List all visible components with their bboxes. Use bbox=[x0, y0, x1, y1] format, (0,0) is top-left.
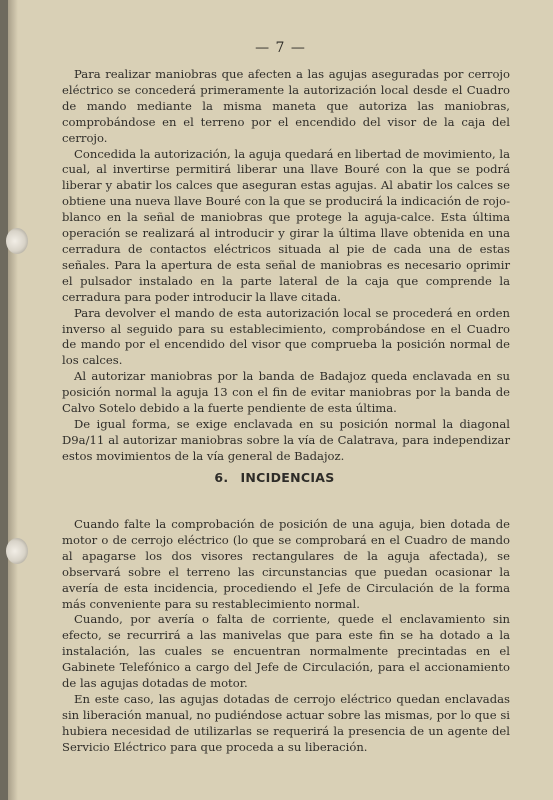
paragraph: Concedida la autorización, la aguja quedará en libertad de movimiento, la cual, al invertirse permitirá liberar una llave Bouré con la que se podrá liberar y abatir los calces que aseguran estas agujas. Al abatir los calces se obtiene una nueva llave Bouré con la que se producirá la indicación de rojo-blanco en la señal de maniobras que protege la aguja-calce. Esta última operación se realizará al introducir y girar la última llave obtenida en una cerradura de contactos eléctricos situada al pie de cada una de estas señales. Para la apertura de esta señal de maniobras es necesario oprimir el pulsador instalado en la parte lateral de la caja que comprende la cerradura para poder introducir la llave citada. bbox=[62, 146, 510, 304]
text-block-lower bbox=[62, 517, 510, 756]
punch-hole-top bbox=[6, 228, 28, 254]
paragraph: Cuando, por avería o falta de corriente, quede el enclavamiento sin efecto, se recurrirá a las manivelas que para este fin se ha dotado a la instalación, las cuales se encuentran normalmente precintadas en el Gabinete Telefónico a cargo del Jefe de Circulación, para el accionamiento de las agujas dotadas de motor. bbox=[62, 612, 510, 691]
paragraph: Para devolver el mando de esta autorización local se procederá en orden inverso al seguido para su establecimiento, comprobándose en el Cuadro de mando por el encendido del visor que comprueba la posición normal de los calces. bbox=[62, 305, 510, 368]
punch-hole-bottom bbox=[6, 538, 28, 564]
document-page bbox=[8, 0, 553, 800]
paragraph: De igual forma, se exige enclavada en su posición normal la diagonal D9a/11 al autorizar maniobras sobre la vía de Calatrava, para independizar estos movimientos de la vía general de Badajoz. bbox=[62, 416, 510, 463]
page-binding-shadow bbox=[8, 0, 18, 800]
paragraph: Cuando falte la comprobación de posición de una aguja, bien dotada de motor o de cerrojo eléctrico (lo que se comprobará en el Cuadro de mando al apagarse los dos visores rectangulares de la aguja afectada), se observará sobre el terreno las circunstancias que puedan ocasionar la avería de esta incidencia, procediendo el Jefe de Circulación de la forma más conveniente para su restablecimiento normal. bbox=[62, 517, 510, 611]
text-block-upper bbox=[62, 67, 510, 465]
section-heading bbox=[8, 470, 553, 485]
paragraph: En este caso, las agujas dotadas de cerrojo eléctrico quedan enclavadas sin liberación manual, no pudiéndose actuar sobre las mismas, por lo que si hubiera necesidad de utilizarlas se requerirá la presencia de un agente del Servicio Eléctrico para que proceda a su liberación. bbox=[62, 691, 510, 754]
section-number: 6. bbox=[214, 470, 229, 485]
paragraph: Para realizar maniobras que afecten a las agujas aseguradas por cerrojo eléctrico se concederá primeramente la autorización local desde el Cuadro de mando mediante la misma maneta que autoriza las maniobras, comprobándose en el terreno por el encendido del visor de la caja del cerrojo. bbox=[62, 67, 510, 145]
page-number: — 7 — bbox=[255, 40, 306, 56]
paragraph: Al autorizar maniobras por la banda de Badajoz queda enclavada en su posición normal la aguja 13 con el fin de evitar maniobras por la banda de Calvo Sotelo debido a la fuerte pendiente de esta última. bbox=[62, 369, 510, 416]
section-title: INCIDENCIAS bbox=[240, 470, 335, 485]
